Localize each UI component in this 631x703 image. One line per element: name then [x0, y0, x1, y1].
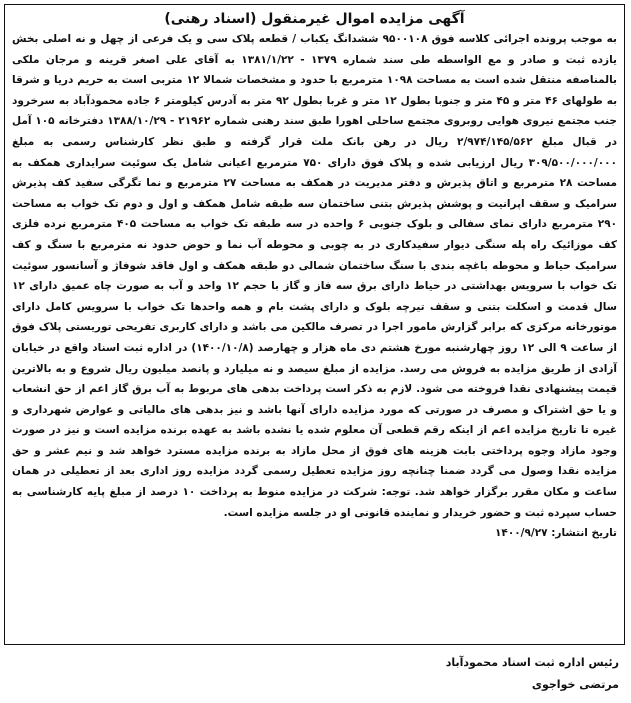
publication-date: تاریخ انتشار: ۱۴۰۰/۹/۲۷ — [495, 527, 617, 540]
signature-name: مرتضی خواجوی — [531, 678, 619, 691]
signature-office: رئیس اداره ثبت اسناد محمودآباد — [445, 656, 619, 669]
auction-notice — [4, 4, 625, 645]
notice-title: آگهی مزایده اموال غیرمنقول (اسناد رهنی) — [164, 11, 465, 27]
signature-block — [446, 652, 619, 696]
notice-body: به موجب پرونده اجرائی کلاسه فوق ۹۵۰۰۱۰۸ ششدانگ یکباب / قطعه پلاک سی و یک فرعی از چهل و نه اصلی بخش یازده ثبت و صادر و مع الواسطه طی سند شماره ۱۳۷۹ - ۱۳۸۱/۱/۲۲ به آقای علی اصغر قرینه و مرجان ملکی بالمناصفه منتقل شده است به مساحت ۱۰۹۸ مترمربع با حدود و مشخصات شمالا ۱۲ متربی است به حریم دریا و شرقا به طولهای ۴۶ متر و ۴۵ متر و جنوبا بطول ۱۲ متر و غربا بطول ۹۲ متر به آدرس کیلومتر ۶ جاده محمودآباد به سرخرود جنب مجتمع نیروی هوایی روبروی مجتمع ساحلی اهورا طبق سند رهنی شماره ۲۱۹۶۲ - ۱۳۸۸/۱۰/۲۹ دفترخانه ۱۰۵ آمل در قبال مبلغ ۲/۹۷۴/۱۴۵/۵۶۲ ریال در رهن بانک ملت قرار گرفته و طبق نظر کارشناس رسمی به مبلغ ۳۰۹/۵۰۰/۰۰۰/۰۰۰ ریال ارزیابی شده و پلاک فوق دارای ۷۵۰ مترمربع اعیانی شامل یک سوئیت سرایداری همکف به مساحت ۲۸ مترمربع و اتاق پذیرش و دفتر مدیریت در همکف به مساحت ۲۷ مترمربع و نما تگرگی سفید کف پذیرش سرامیک و سقف اپرانیت و پوشش پذیرش بتنی ساختمان سه طبقه شامل همکف و اول و دوم تک خواب به مساحت ۲۹۰ مترمربع دارای نمای سفالی و بلوک جنوبی ۶ واحده در سه طبقه تک خواب به مساحت ۴۰۵ مترمربع نرده فلزی کف موزائیک راه پله سنگی دیوار سفیدکاری در به چوبی و محوطه آب نما و حوض حدود نه مترمربع با سنگ و کف سرامیک حیاط و محوطه باغچه بندی با سنگ ساختمان شمالی دو طبقه همکف و اول فاقد شوفاژ و آسانسور سوئیت تک خواب با سرویس بهداشتی در حیاط دارای برق سه فاز و گاز با حجم ۱۲ واحد و آب به صورت چاه عمیق دارای ۱۲ سال قدمت و اسکلت بتنی و سقف تیرچه بلوک و دارای پشت بام و همه واحدها تک خواب با سرویس کامل دارای موتورخانه مرکزی که برابر گزارش مامور اجرا در تصرف مالکین می باشد و دارای کاربری تفریحی توریستی پلاک فوق از ساعت ۹ الی ۱۲ روز چهارشنبه مورخ هشتم دی ماه هزار و چهارصد (۱۴۰۰/۱۰/۸) در اداره ثبت اسناد واقع در خیابان آزادی از طریق مزایده به فروش می رسد. مزایده از مبلغ سیصد و نه میلیارد و پانصد میلیون ریال شروع و به بالاترین قیمت پیشنهادی نقدا فروخته می شود. لازم به ذکر است پرداخت بدهی های مربوط به آب برق گاز اعم از حق انشعاب و یا حق اشتراک و مصرف در صورتی که مورد مزایده دارای آنها باشد و نیز بدهی های مالیاتی و عوارض شهرداری و غیره تا تاریخ مزایده اعم از اینکه رقم قطعی آن معلوم شده یا نشده باشد به عهده برنده مزایده است و نیز در صورت وجود مازاد وجوه پرداختی بابت هزینه های فوق از محل مازاد به برنده مزایده مسترد خواهد شد و نیم عشر و حق مزایده نقدا وصول می گردد ضمنا چنانچه روز مزایده تعطیل رسمی گردد مزایده روز اداری بعد از تعطیلی در همان ساعت و مکان مقرر برگزار خواهد شد. توجه: شرکت در مزایده منوط به پرداخت ۱۰ درصد از مبلغ پایه کارشناسی به حساب سپرده ثبت و حضور خریدار و نماینده قانونی او در جلسه مزایده است. — [12, 33, 618, 519]
